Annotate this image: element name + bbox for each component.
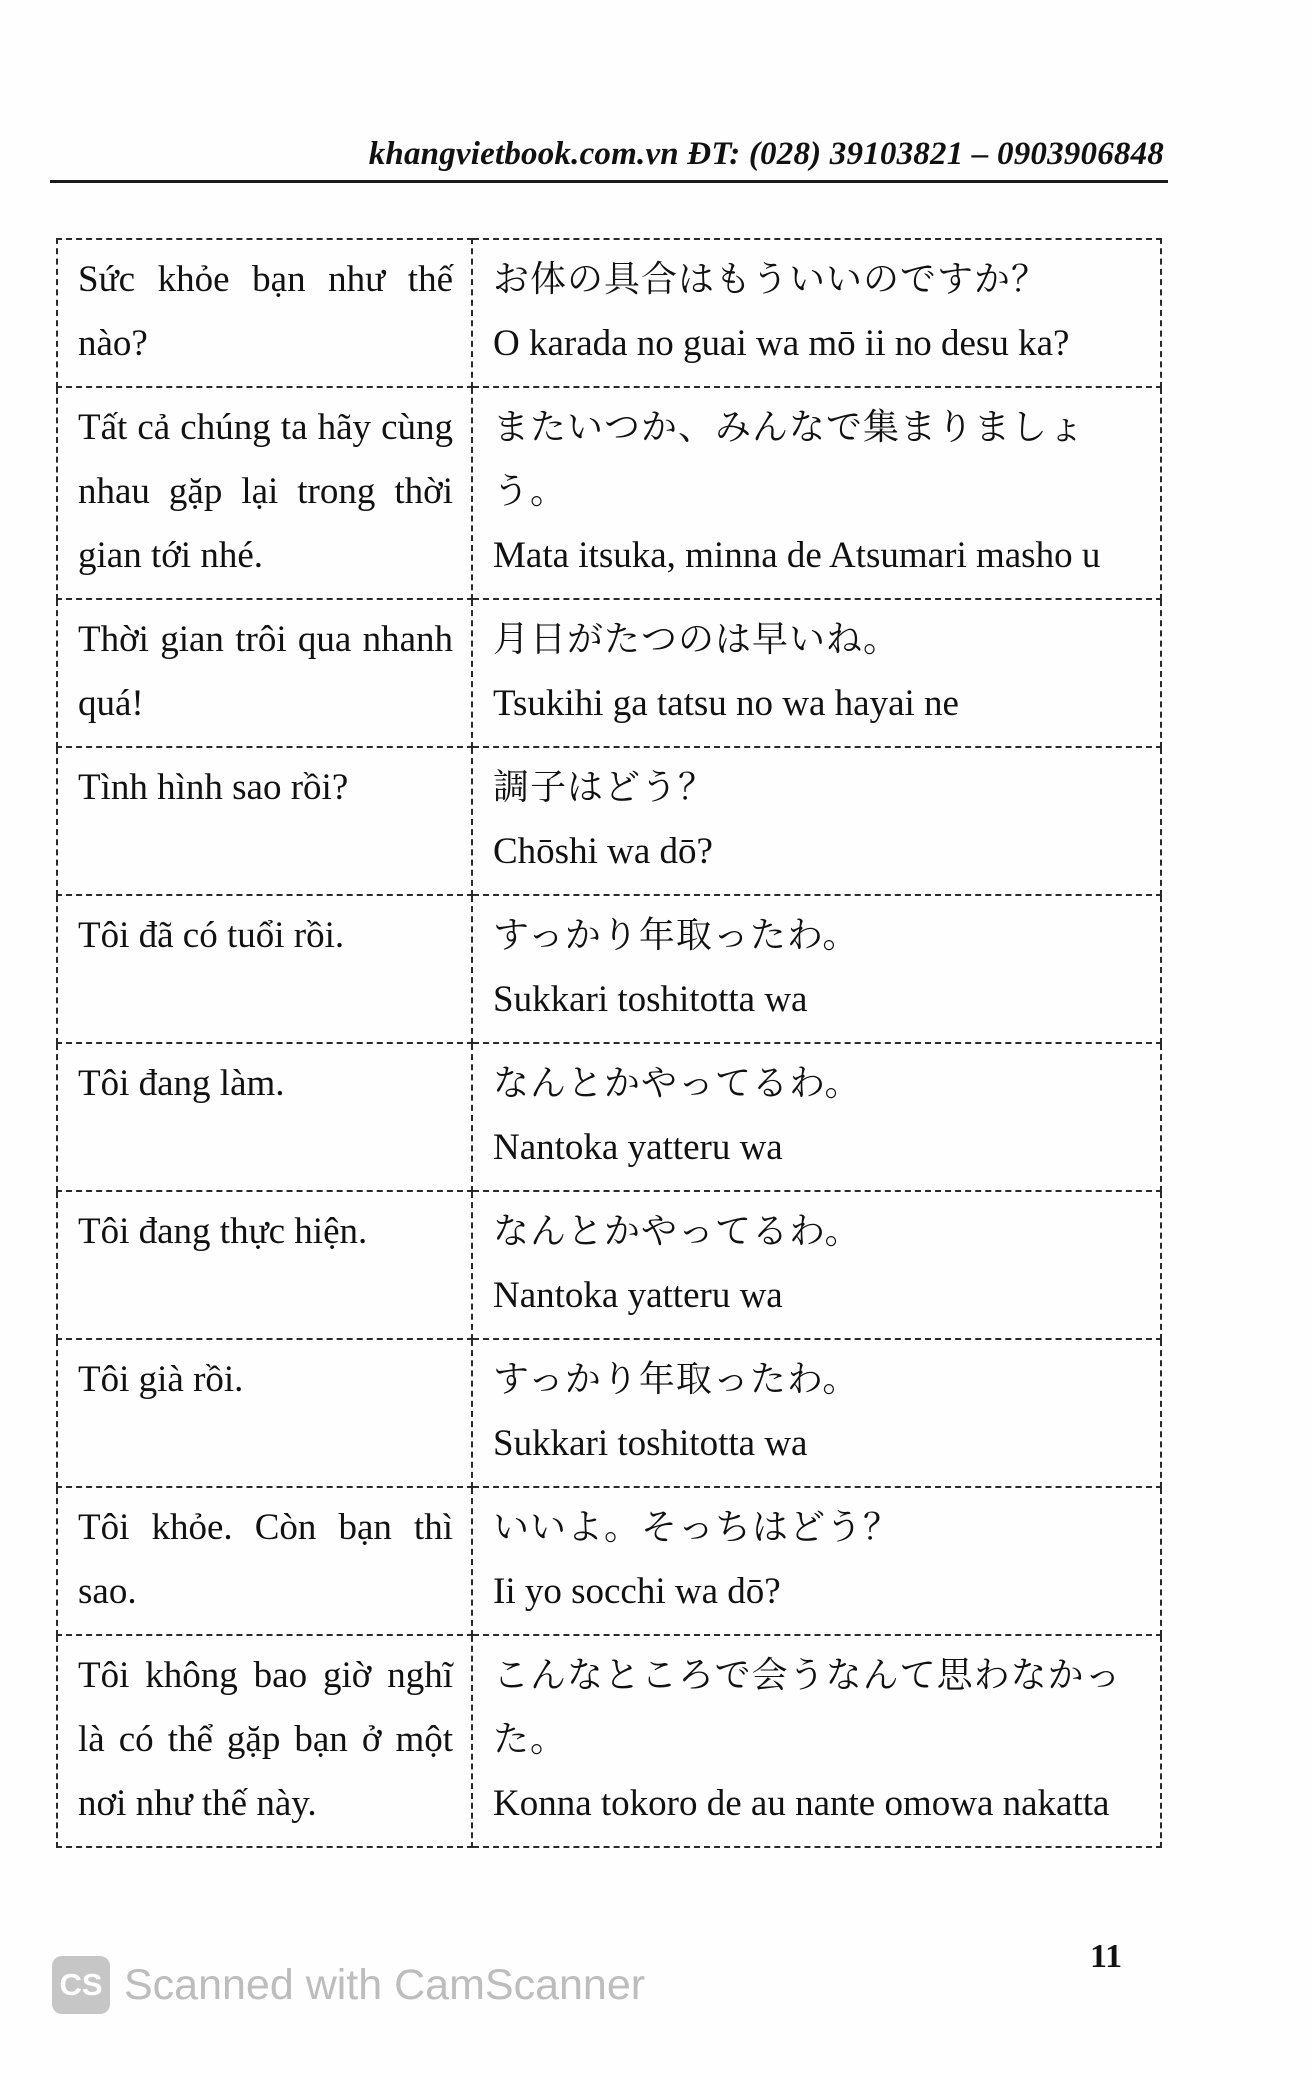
vietnamese-cell xyxy=(57,1191,472,1339)
vietnamese-text: Sức khỏe bạn như thế nào? xyxy=(78,259,453,364)
vietnamese-text: Tôi già rồi. xyxy=(78,1359,244,1400)
vietnamese-cell xyxy=(57,1043,472,1191)
romaji-text: Nantoka yatteru wa xyxy=(493,1275,783,1316)
vietnamese-cell xyxy=(57,239,472,387)
japanese-cell xyxy=(472,239,1161,387)
vietnamese-cell xyxy=(57,895,472,1043)
japanese-text: お体の具合はもういいのですか？ xyxy=(493,259,1049,300)
japanese-cell xyxy=(472,895,1161,1043)
camscanner-logo-icon: CS xyxy=(52,1956,110,2014)
page-number: 11 xyxy=(1090,1938,1123,1975)
table-row xyxy=(57,387,1161,599)
table-row xyxy=(57,1339,1161,1487)
japanese-text: またいつか、みんなで集まりましょう。 xyxy=(493,407,1086,512)
japanese-cell xyxy=(472,1635,1161,1847)
table-row xyxy=(57,1635,1161,1847)
table-row xyxy=(57,239,1161,387)
japanese-text: こんなところで会うなんて思わなかった。 xyxy=(493,1655,1122,1760)
vietnamese-cell xyxy=(57,747,472,895)
table-row xyxy=(57,599,1161,747)
camscanner-watermark xyxy=(52,1954,645,2016)
vietnamese-text: Tôi đang thực hiện. xyxy=(78,1211,368,1252)
vietnamese-cell xyxy=(57,1635,472,1847)
japanese-text: いいよ。そっちはどう？ xyxy=(493,1507,901,1548)
watermark-text: Scanned with CamScanner xyxy=(124,1960,646,2009)
vietnamese-text: Tất cả chúng ta hãy cùng nhau gặp lại trong thời gian tới nhé. xyxy=(78,407,453,576)
phrase-table xyxy=(56,238,1162,1848)
table-row xyxy=(57,747,1161,895)
japanese-text: なんとかやってるわ。 xyxy=(493,1211,862,1252)
romaji-text: Sukkari toshitotta wa xyxy=(493,1423,808,1464)
romaji-text: Nantoka yatteru wa xyxy=(493,1127,783,1168)
vietnamese-text: Tôi đã có tuổi rồi. xyxy=(78,915,345,956)
japanese-cell xyxy=(472,1339,1161,1487)
romaji-text: Sukkari toshitotta wa xyxy=(493,979,808,1020)
japanese-text: 月日がたつのは早いね。 xyxy=(493,619,901,660)
japanese-text: なんとかやってるわ。 xyxy=(493,1063,862,1104)
vietnamese-cell xyxy=(57,1339,472,1487)
romaji-text: Ii yo socchi wa dō? xyxy=(493,1571,781,1612)
vietnamese-text: Tôi không bao giờ nghĩ là có thể gặp bạn ở một nơi như thế này. xyxy=(78,1655,453,1824)
page-header xyxy=(50,128,1168,183)
romaji-text: Chōshi wa dō? xyxy=(493,831,713,872)
japanese-cell xyxy=(472,1043,1161,1191)
japanese-cell xyxy=(472,599,1161,747)
table-row xyxy=(57,1191,1161,1339)
vietnamese-text: Tình hình sao rồi? xyxy=(78,767,349,808)
table-row xyxy=(57,1487,1161,1635)
vietnamese-cell xyxy=(57,599,472,747)
japanese-text: 調子はどう？ xyxy=(493,767,716,808)
vietnamese-cell xyxy=(57,387,472,599)
vietnamese-text: Tôi đang làm. xyxy=(78,1063,285,1104)
table-row xyxy=(57,895,1161,1043)
vietnamese-text: Tôi khỏe. Còn bạn thì sao. xyxy=(78,1507,453,1612)
header-contact: khangvietbook.com.vn ĐT: (028) 39103821 – 0903906848 xyxy=(368,136,1164,172)
japanese-cell xyxy=(472,387,1161,599)
japanese-cell xyxy=(472,1487,1161,1635)
japanese-cell xyxy=(472,747,1161,895)
vietnamese-text: Thời gian trôi qua nhanh quá! xyxy=(78,619,453,724)
japanese-cell xyxy=(472,1191,1161,1339)
romaji-text: Mata itsuka, minna de Atsumari masho u xyxy=(493,535,1101,576)
japanese-text: すっかり年取ったわ。 xyxy=(493,1359,860,1400)
vietnamese-cell xyxy=(57,1487,472,1635)
romaji-text: O karada no guai wa mō ii no desu ka? xyxy=(493,323,1070,364)
table-row xyxy=(57,1043,1161,1191)
romaji-text: Tsukihi ga tatsu no wa hayai ne xyxy=(493,683,959,724)
japanese-text: すっかり年取ったわ。 xyxy=(493,915,860,956)
romaji-text: Konna tokoro de au nante omowa nakatta xyxy=(493,1783,1110,1824)
